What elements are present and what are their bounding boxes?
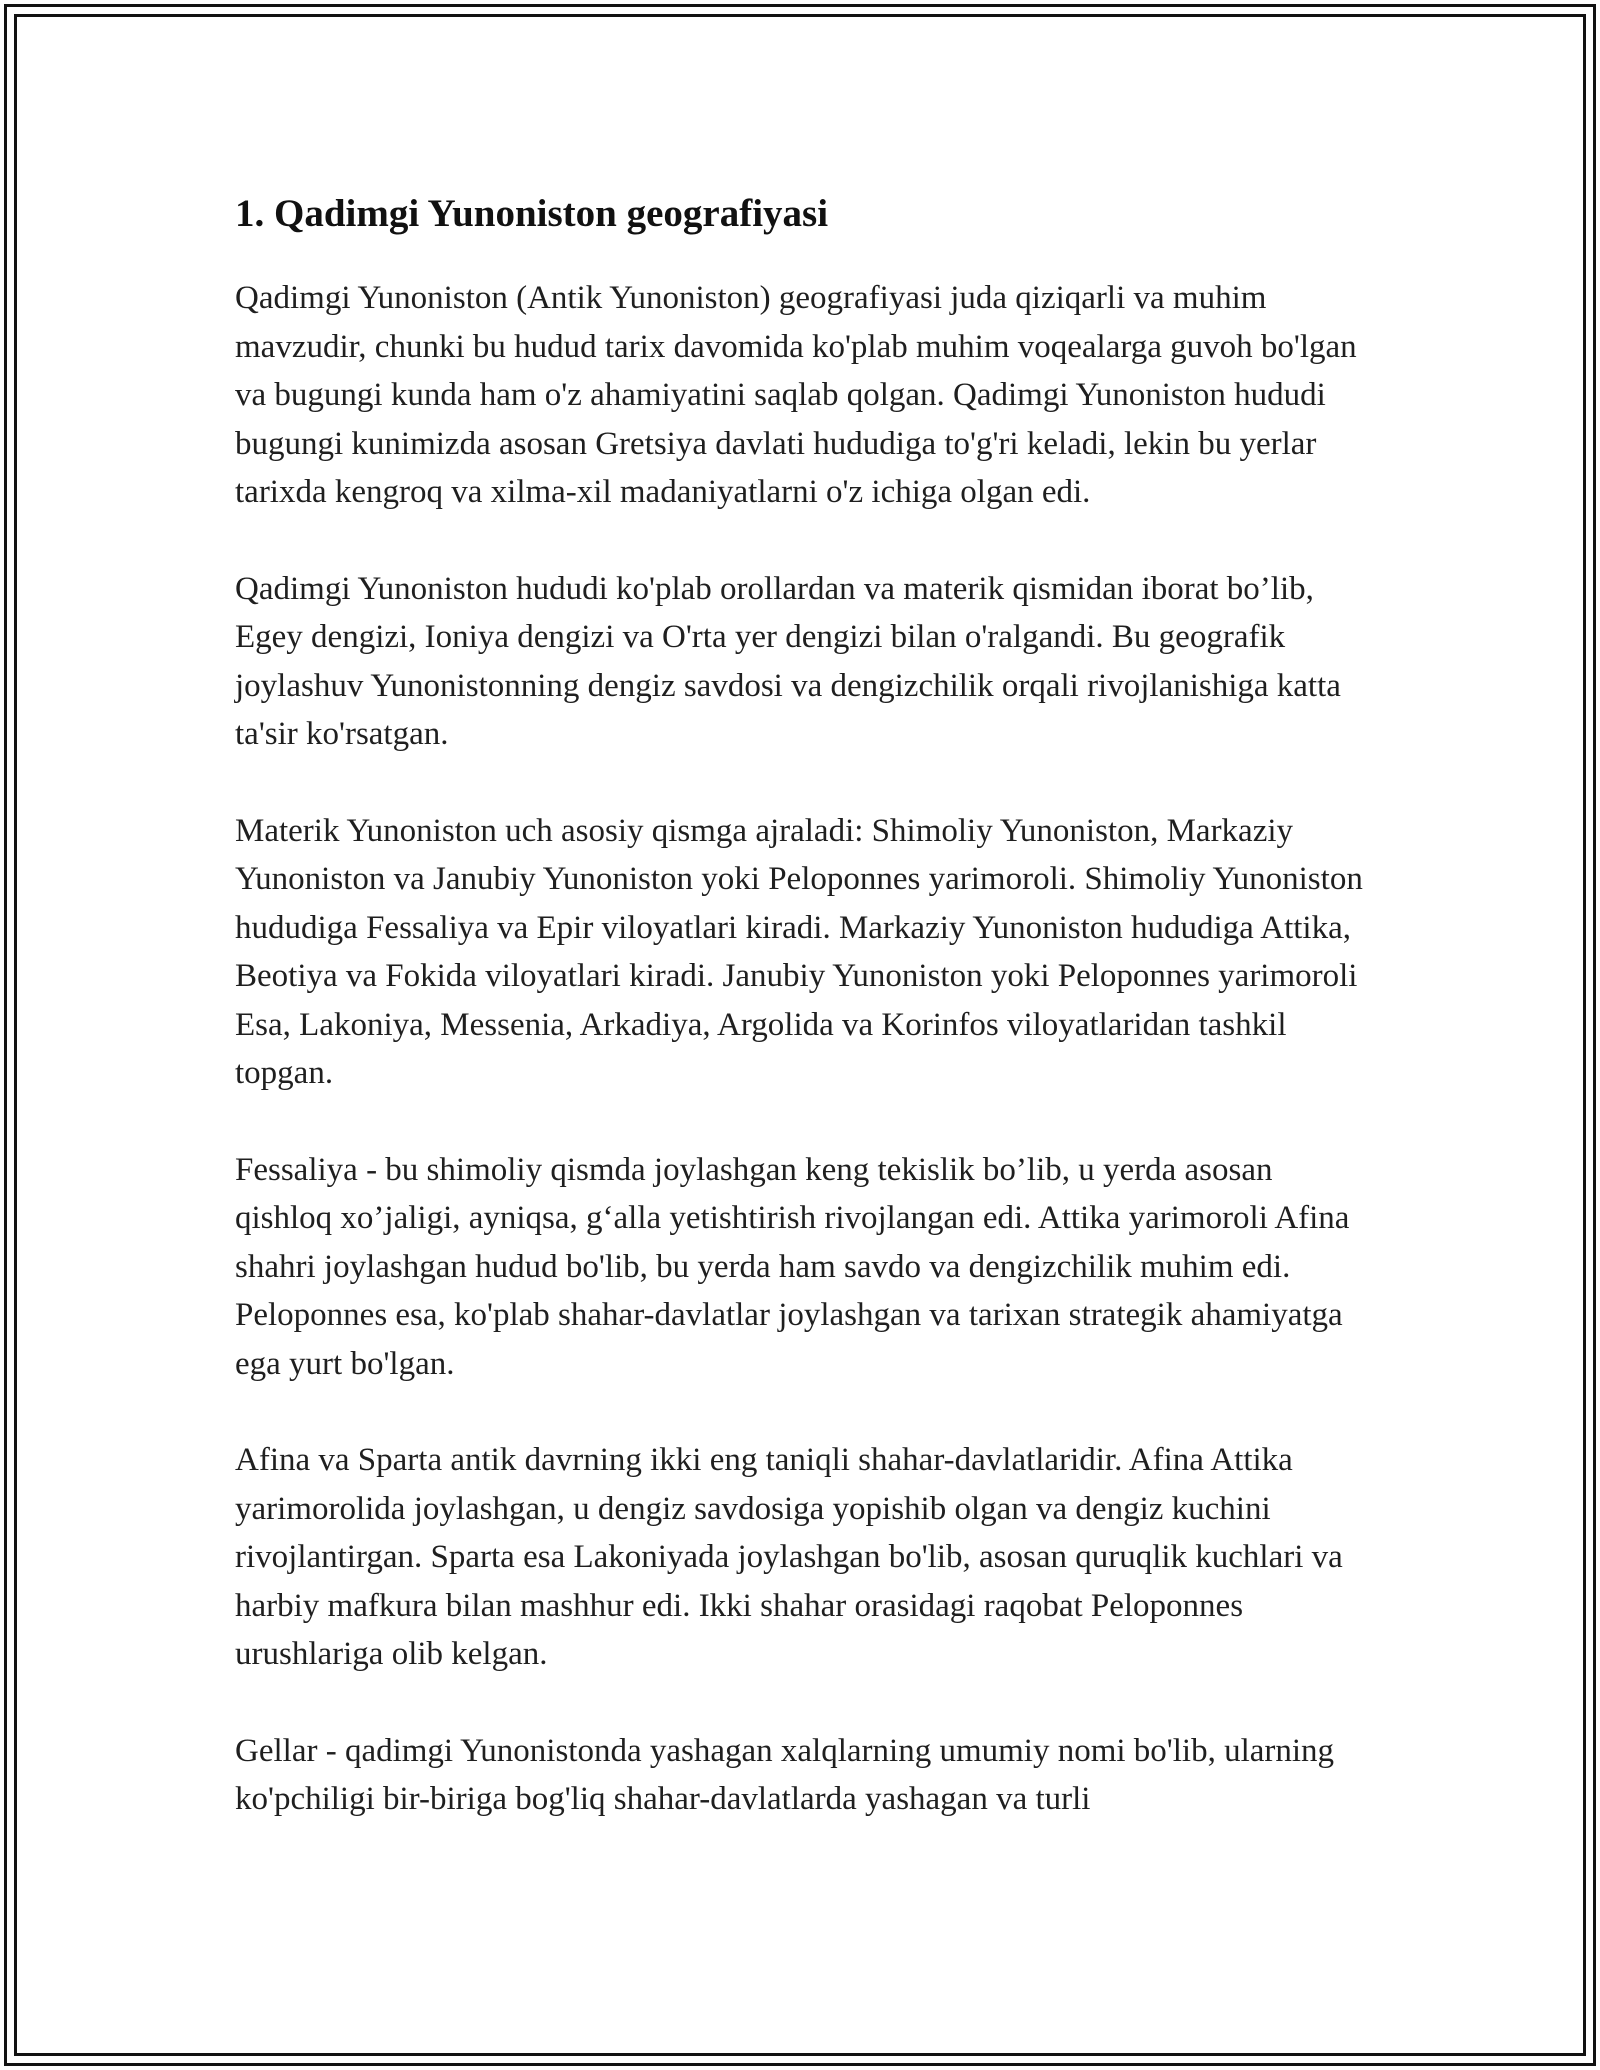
paragraph-1: Qadimgi Yunoniston (Antik Yunoniston) geografiyasi juda qiziqarli va muhim mavzudir, chunki bu hudud tarix davomida ko'plab muhim voqealarga guvoh bo'lgan va bugungi kunda ham o'z ahamiyatini saqlab qolgan. Qadimgi Yunoniston hududi bugungi kunimizda asosan Gretsiya davlati hududiga to'g'ri keladi, lekin bu yerlar tarixda kengroq va xilma-xil madaniyatlarni o'z ichiga olgan edi.	[235, 280, 1357, 510]
paragraph-2: Qadimgi Yunoniston hududi ko'plab orollardan va materik qismidan iborat bo’lib, Egey dengizi, Ioniya dengizi va O'rta yer dengizi bilan o'ralgandi. Bu geografik joylashuv Yunonistonning dengiz savdosi va dengizchilik orqali rivojlanishiga katta ta'sir ko'rsatgan.	[235, 570, 1341, 752]
paragraph-5: Afina va Sparta antik davrning ikki eng taniqli shahar-davlatlaridir. Afina Attika yarimorolida joylashgan, u dengiz savdosiga yopishib olgan va dengiz kuchini rivojlantirgan. Sparta esa Lakoniyada joylashgan bo'lib, asosan quruqlik kuchlari va harbiy mafkura bilan mashhur edi. Ikki shahar orasidagi raqobat Peloponnes urushlariga olib kelgan.	[235, 1442, 1343, 1672]
document-body	[235, 188, 1375, 1872]
paragraph-4: Fessaliya - bu shimoliy qismda joylashgan keng tekislik bo’lib, u yerda asosan qishloq xo’jaligi, ayniqsa, g‘alla yetishtirish rivojlangan edi. Attika yarimoroli Afina shahri joylashgan hudud bo'lib, bu yerda ham savdo va dengizchilik muhim edi. Peloponnes esa, ko'plab shahar-davlatlar joylashgan va tarixan strategik ahamiyatga ega yurt bo'lgan.	[235, 1151, 1350, 1382]
paragraph-3: Materik Yunoniston uch asosiy qismga ajraladi: Shimoliy Yunoniston, Markaziy Yunoniston va Janubiy Yunoniston yoki Peloponnes yarimoroli. Shimoliy Yunoniston hududiga Fessaliya va Epir viloyatlari kiradi. Markaziy Yunoniston hududiga Attika, Beotiya va Fokida viloyatlari kiradi. Janubiy Yunoniston yoki Peloponnes yarimoroli Esa, Lakoniya, Messenia, Arkadiya, Argolida va Korinfos viloyatlaridan tashkil topgan.	[235, 812, 1363, 1091]
paragraph-6: Gellar - qadimgi Yunonistonda yashagan xalqlarning umumiy nomi bo'lib, ularning ko'pchiligi bir-biriga bog'liq shahar-davlatlarda yashagan va turli	[235, 1732, 1335, 1817]
section-heading: 1. Qadimgi Yunoniston geografiyasi	[235, 192, 829, 235]
